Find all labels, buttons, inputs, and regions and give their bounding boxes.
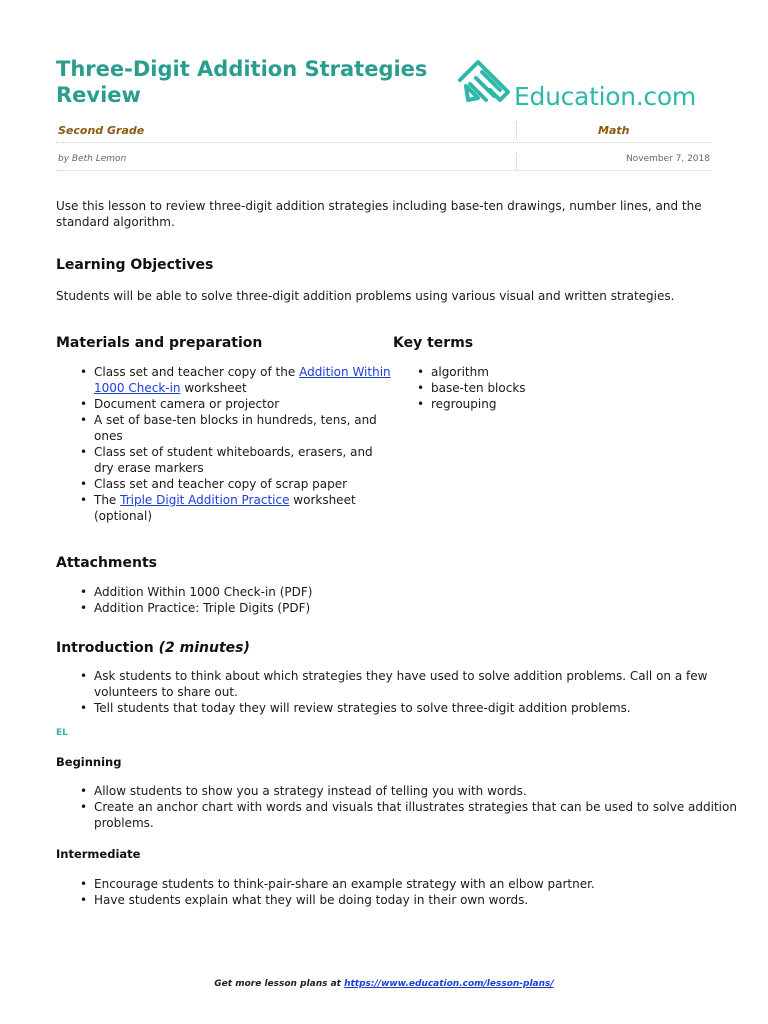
list-item: • base-ten blocks (431, 380, 731, 396)
attachments-list (56, 584, 694, 616)
list-item: • Addition Practice: Triple Digits (PDF) (94, 600, 694, 616)
footer: Get more lesson plans at https://www.education.com/lesson-plans/ (214, 979, 554, 989)
page-title: Three-Digit Addition Strategies Review (56, 57, 428, 107)
list-item: • Encourage students to think-pair-share an example strategy with an elbow partner. (94, 876, 754, 892)
author-label: by Beth Lemon (58, 154, 127, 164)
grade-subject-row (56, 120, 712, 143)
list-item: • Create an anchor chart with words and visuals that illustrates strategies that can be used to solve addition problems. (94, 799, 754, 831)
education-logo[interactable] (456, 56, 716, 112)
introduction-list (56, 668, 754, 716)
lesson-intro: Use this lesson to review three-digit addition strategies including base-ten drawings, number lines, and the standard algorithm. (56, 199, 702, 229)
list-item: • Allow students to show you a strategy instead of telling you with words. (94, 783, 754, 799)
lesson-plans-link[interactable]: https://www.education.com/lesson-plans/ (344, 979, 554, 989)
list-item: • Addition Within 1000 Check-in (PDF) (94, 584, 694, 600)
grade-label: Second Grade (58, 124, 145, 137)
introduction-heading: Introduction (2 minutes) (56, 640, 250, 656)
el-tag: EL (56, 728, 68, 738)
meta-divider (516, 152, 517, 170)
list-item: • regrouping (431, 396, 731, 412)
learning-objectives-text: Students will be able to solve three-digit addition problems using various visual and written strategies. (56, 289, 675, 303)
materials-heading: Materials and preparation (56, 335, 263, 351)
key-terms-heading: Key terms (393, 335, 474, 351)
intermediate-list (56, 876, 754, 908)
beginning-list (56, 783, 754, 831)
triple-digit-practice-link[interactable]: Triple Digit Addition Practice (120, 493, 290, 507)
logo-wordmark: Education.com (514, 82, 696, 111)
list-item: • Tell students that today they will review strategies to solve three-digit addition problems. (94, 700, 754, 716)
date-label: November 7, 2018 (625, 154, 710, 164)
materials-list (56, 364, 394, 524)
key-terms-list (393, 364, 731, 412)
list-item: • Have students explain what they will be doing today in their own words. (94, 892, 754, 908)
list-item: • Class set of student whiteboards, erasers, and dry erase markers (94, 444, 394, 476)
meta-divider (516, 122, 517, 140)
list-item: • The Triple Digit Addition Practice worksheet (optional) (94, 492, 394, 524)
list-item: • Class set and teacher copy of the Addition Within 1000 Check-in worksheet (94, 364, 394, 396)
learning-objectives-heading: Learning Objectives (56, 257, 214, 273)
author-date-row (56, 150, 712, 171)
subject-label: Math (598, 124, 630, 137)
list-item: • algorithm (431, 364, 731, 380)
attachments-heading: Attachments (56, 555, 158, 571)
list-item: • A set of base-ten blocks in hundreds, tens, and ones (94, 412, 394, 444)
list-item: • Ask students to think about which strategies they have used to solve addition problems. Call on a few volunteers to share out. (94, 668, 754, 700)
list-item: • Document camera or projector (94, 396, 394, 412)
pencil-tag-icon (456, 56, 516, 112)
beginning-heading: Beginning (56, 755, 122, 769)
list-item: • Class set and teacher copy of scrap paper (94, 476, 394, 492)
introduction-duration: (2 minutes) (158, 640, 250, 656)
intermediate-heading: Intermediate (56, 847, 141, 861)
addition-check-in-link[interactable]: Addition Within 1000 Check-in (94, 365, 391, 395)
